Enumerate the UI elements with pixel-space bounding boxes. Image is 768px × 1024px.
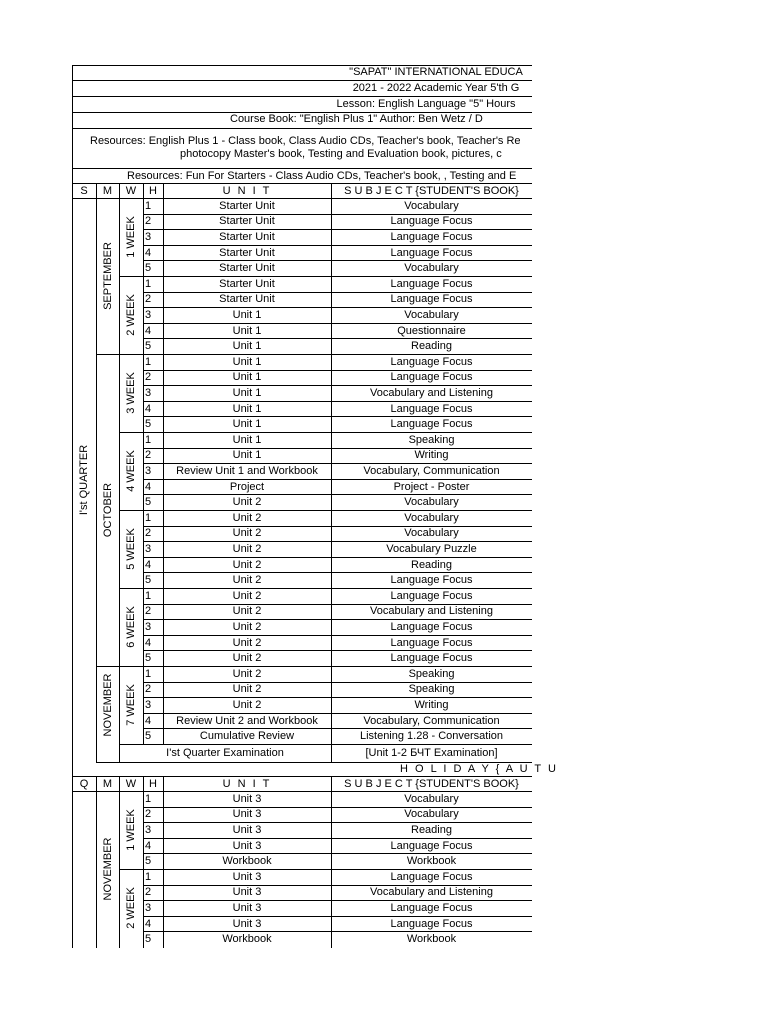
hour-cell: 4: [145, 559, 152, 571]
subject-cell: Language Focus: [390, 652, 473, 664]
unit-cell: Workbook: [222, 855, 272, 867]
hour-cell: 5: [145, 574, 152, 586]
subject-cell: Language Focus: [390, 247, 473, 259]
grid-line: [72, 128, 532, 129]
col-q: Q: [79, 778, 89, 790]
subject-cell: Questionnaire: [397, 325, 466, 337]
hour-cell: 1: [145, 668, 152, 680]
unit-cell: Unit 1: [232, 387, 262, 399]
subject-cell: Vocabulary and Listening: [370, 886, 493, 898]
week-label: 6 WEEK: [125, 606, 137, 648]
unit-cell: Cumulative Review: [199, 730, 295, 742]
week-label: 4 WEEK: [125, 450, 137, 492]
unit-cell: Unit 3: [232, 793, 262, 805]
school-title: "SAPAT" INTERNATIONAL EDUCA: [349, 66, 523, 78]
hour-cell: 4: [145, 325, 152, 337]
unit-cell: Unit 1: [232, 309, 262, 321]
grid-line: [119, 744, 532, 745]
col-w: W: [125, 185, 137, 197]
unit-cell: Unit 2: [232, 683, 262, 695]
col-subject: S U B J E C T {STUDENT'S BOOK}: [344, 778, 519, 790]
hour-cell: 3: [145, 465, 152, 477]
unit-cell: Unit 2: [232, 652, 262, 664]
subject-cell: Language Focus: [390, 293, 473, 305]
unit-cell: Unit 1: [232, 340, 262, 352]
hour-cell: 3: [145, 387, 152, 399]
month-september: SEPTEMBER: [101, 242, 114, 310]
hour-cell: 3: [145, 699, 152, 711]
unit-cell: Unit 1: [232, 371, 262, 383]
hour-cell: 3: [145, 543, 152, 555]
unit-cell: Unit 2: [232, 496, 262, 508]
subject-cell: Vocabulary: [404, 200, 459, 212]
hour-cell: 2: [145, 683, 152, 695]
subject-cell: Language Focus: [390, 371, 473, 383]
course-line: Course Book: "English Plus 1" Author: Ben Wetz / D: [230, 113, 483, 125]
hour-cell: 3: [145, 621, 152, 633]
unit-cell: Review Unit 1 and Workbook: [176, 465, 318, 477]
hour-cell: 1: [145, 590, 152, 602]
unit-cell: Unit 1: [232, 325, 262, 337]
subject-cell: Vocabulary: [404, 527, 459, 539]
resources-line-2: photocopy Master's book, Testing and Evaluation book, pictures, c: [180, 148, 502, 160]
subject-cell: Language Focus: [390, 418, 473, 430]
hour-cell: 2: [145, 449, 152, 461]
unit-cell: Unit 2: [232, 512, 262, 524]
grid-line: [96, 183, 97, 762]
subject-cell: Workbook: [406, 933, 457, 945]
col-unit: U N I T: [222, 778, 272, 790]
unit-cell: Unit 1: [232, 449, 262, 461]
exam-label: I'st Quarter Examination: [166, 747, 284, 759]
week-label: 3 WEEK: [125, 372, 137, 414]
subject-cell: Language Focus: [390, 574, 473, 586]
subject-cell: Language Focus: [390, 902, 473, 914]
subject-cell: Vocabulary, Communication: [363, 465, 500, 477]
exam-subject: [Unit 1-2 БЧТ Examination]: [365, 747, 498, 759]
subject-cell: Language Focus: [390, 231, 473, 243]
grid-line: [119, 776, 120, 948]
subject-cell: Listening 1.28 - Conversation: [359, 730, 504, 742]
unit-cell: Unit 3: [232, 840, 262, 852]
month-november: NOVEMBER: [101, 837, 114, 901]
subject-cell: Workbook: [406, 855, 457, 867]
grid-line: [96, 776, 97, 948]
subject-cell: Vocabulary: [404, 262, 459, 274]
subject-cell: Writing: [414, 699, 449, 711]
unit-cell: Unit 2: [232, 605, 262, 617]
week-label: 1 WEEK: [125, 216, 137, 258]
hour-cell: 4: [145, 481, 152, 493]
lesson-plan-sheet: [72, 64, 558, 948]
hour-cell: 2: [145, 215, 152, 227]
unit-cell: Unit 2: [232, 559, 262, 571]
subject-cell: Reading: [411, 340, 452, 352]
unit-cell: Unit 2: [232, 574, 262, 586]
hour-cell: 1: [145, 356, 152, 368]
hour-cell: 1: [145, 278, 152, 290]
subject-cell: Vocabulary: [404, 309, 459, 321]
subject-cell: Language Focus: [390, 871, 473, 883]
hour-cell: 1: [145, 434, 152, 446]
hour-cell: 2: [145, 886, 152, 898]
week-label: 2 WEEK: [125, 887, 137, 929]
unit-cell: Starter Unit: [219, 247, 275, 259]
resources-line-1: Resources: English Plus 1 - Class book, Class Audio CDs, Teacher's book, Teacher's Re: [90, 135, 521, 147]
unit-cell: Unit 3: [232, 808, 262, 820]
grid-line: [96, 666, 119, 667]
hour-cell: 5: [145, 730, 152, 742]
subject-cell: Reading: [411, 824, 452, 836]
month-october: OCTOBER: [101, 482, 114, 538]
unit-cell: Starter Unit: [219, 262, 275, 274]
subject-cell: Language Focus: [390, 356, 473, 368]
unit-cell: Unit 3: [232, 918, 262, 930]
col-m: M: [102, 778, 113, 790]
hour-cell: 5: [145, 933, 152, 945]
hour-cell: 4: [145, 715, 152, 727]
hour-cell: 2: [145, 527, 152, 539]
unit-cell: Starter Unit: [219, 278, 275, 290]
subject-cell: Vocabulary Puzzle: [386, 543, 477, 555]
hour-cell: 4: [145, 840, 152, 852]
unit-cell: Unit 2: [232, 527, 262, 539]
hour-cell: 2: [145, 293, 152, 305]
col-unit: U N I T: [222, 185, 272, 197]
week-label: 7 WEEK: [125, 684, 137, 726]
hour-cell: 1: [145, 871, 152, 883]
resources-line-2b: Resources: Fun For Starters - Class Audio CDs, Teacher's book, , Testing and E: [127, 170, 517, 182]
hour-cell: 2: [145, 605, 152, 617]
quarter-label: I'st QUARTER: [78, 444, 90, 516]
hour-cell: 5: [145, 262, 152, 274]
unit-cell: Review Unit 2 and Workbook: [176, 715, 318, 727]
hour-cell: 4: [145, 403, 152, 415]
subject-cell: Vocabulary: [404, 512, 459, 524]
subject-cell: Vocabulary, Communication: [363, 715, 500, 727]
col-h: H: [149, 185, 157, 197]
week-label: 2 WEEK: [125, 294, 137, 336]
hour-cell: 1: [145, 512, 152, 524]
unit-cell: Unit 2: [232, 668, 262, 680]
grid-line: [96, 354, 119, 355]
unit-cell: Project: [229, 481, 265, 493]
unit-cell: Unit 1: [232, 403, 262, 415]
unit-cell: Unit 2: [232, 543, 262, 555]
unit-cell: Unit 1: [232, 434, 262, 446]
unit-cell: Unit 2: [232, 621, 262, 633]
unit-cell: Unit 3: [232, 871, 262, 883]
col-h: H: [149, 778, 157, 790]
subject-cell: Vocabulary: [404, 793, 459, 805]
subject-cell: Language Focus: [390, 278, 473, 290]
month-november: NOVEMBER: [101, 673, 114, 737]
subject-cell: Reading: [411, 559, 452, 571]
hour-cell: 4: [145, 247, 152, 259]
col-w: W: [125, 778, 137, 790]
unit-cell: Unit 1: [232, 418, 262, 430]
unit-cell: Starter Unit: [219, 231, 275, 243]
subject-cell: Vocabulary and Listening: [370, 387, 493, 399]
hour-cell: 4: [145, 918, 152, 930]
unit-cell: Unit 3: [232, 824, 262, 836]
week-label: 1 WEEK: [125, 809, 137, 851]
unit-cell: Unit 2: [232, 637, 262, 649]
hour-cell: 5: [145, 855, 152, 867]
hour-cell: 5: [145, 652, 152, 664]
academic-year: 2021 - 2022 Academic Year 5'th G: [352, 82, 520, 94]
holiday-banner: H O L I D A Y { A U T U: [400, 763, 558, 775]
subject-cell: Language Focus: [390, 403, 473, 415]
subject-cell: Vocabulary: [404, 496, 459, 508]
hour-cell: 2: [145, 808, 152, 820]
unit-cell: Workbook: [222, 933, 272, 945]
unit-cell: Unit 3: [232, 902, 262, 914]
lesson-line: Lesson: English Language "5" Hours: [336, 98, 516, 110]
subject-cell: Language Focus: [390, 215, 473, 227]
subject-cell: Vocabulary: [404, 808, 459, 820]
subject-cell: Speaking: [408, 683, 455, 695]
col-m: M: [102, 185, 113, 197]
hour-cell: 3: [145, 231, 152, 243]
hour-cell: 1: [145, 200, 152, 212]
hour-cell: 3: [145, 902, 152, 914]
hour-cell: 2: [145, 371, 152, 383]
hour-cell: 4: [145, 637, 152, 649]
subject-cell: Language Focus: [390, 621, 473, 633]
subject-cell: Speaking: [408, 434, 455, 446]
unit-cell: Starter Unit: [219, 215, 275, 227]
hour-cell: 3: [145, 309, 152, 321]
unit-cell: Unit 3: [232, 886, 262, 898]
subject-cell: Project - Poster: [393, 481, 470, 493]
hour-cell: 3: [145, 824, 152, 836]
week-label: 5 WEEK: [125, 528, 137, 570]
subject-cell: Language Focus: [390, 840, 473, 852]
unit-cell: Starter Unit: [219, 293, 275, 305]
col-subject: S U B J E C T {STUDENT'S BOOK}: [344, 185, 519, 197]
hour-cell: 5: [145, 418, 152, 430]
grid-line: [119, 183, 120, 762]
subject-cell: Language Focus: [390, 637, 473, 649]
unit-cell: Unit 2: [232, 590, 262, 602]
unit-cell: Starter Unit: [219, 200, 275, 212]
grid-line: [143, 776, 144, 948]
subject-cell: Language Focus: [390, 590, 473, 602]
subject-cell: Writing: [414, 449, 449, 461]
hour-cell: 1: [145, 793, 152, 805]
subject-cell: Speaking: [408, 668, 455, 680]
hour-cell: 5: [145, 340, 152, 352]
subject-cell: Language Focus: [390, 918, 473, 930]
unit-cell: Unit 2: [232, 699, 262, 711]
col-s: S: [80, 185, 88, 197]
unit-cell: Unit 1: [232, 356, 262, 368]
subject-cell: Vocabulary and Listening: [370, 605, 493, 617]
hour-cell: 5: [145, 496, 152, 508]
